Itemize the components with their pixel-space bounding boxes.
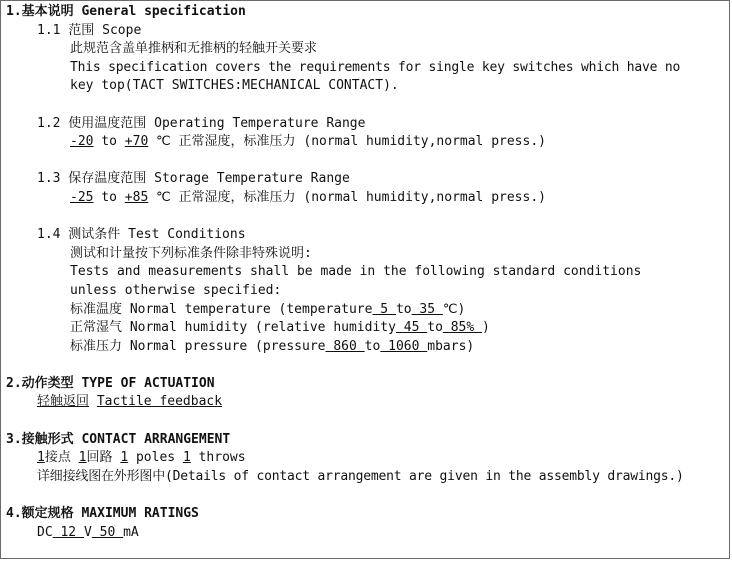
- operating-temp-title: 1.2 使用温度范围 Operating Temperature Range: [37, 115, 366, 131]
- scope-en-1: This specification covers the requirements for single key switches which have no: [70, 59, 681, 75]
- normal-humidity-to: to: [427, 320, 443, 336]
- section-3-heading: 3.接触形式 CONTACT ARRANGEMENT: [6, 431, 231, 447]
- scope-title: 1.1 范围 Scope: [37, 22, 142, 38]
- normal-pressure-unit: mbars): [427, 338, 475, 354]
- circuit-count: 1: [78, 450, 87, 466]
- normal-pressure-max: 1060: [380, 338, 428, 354]
- storage-temp-range: [6, 189, 725, 208]
- storage-temp-min: -25: [70, 189, 94, 205]
- test-conditions-en-2: unless otherwise specified:: [70, 282, 282, 298]
- ratings-current: 50: [91, 524, 124, 540]
- contact-count: 1: [37, 450, 45, 466]
- section-2-heading: 2.动作类型 TYPE OF ACTUATION: [6, 375, 215, 391]
- operating-temp-to: to: [93, 134, 125, 150]
- ratings-voltage: 12: [52, 524, 84, 540]
- actuation-cn: 轻触返回: [37, 394, 90, 410]
- document-body: [6, 3, 725, 542]
- ratings-voltage-unit: V: [83, 524, 92, 540]
- max-ratings: [6, 524, 725, 543]
- normal-temperature-unit: ℃): [442, 301, 466, 317]
- test-conditions-en-1: Tests and measurements shall be made in the following standard conditions: [70, 264, 642, 280]
- actuation-en: Tactile feedback: [96, 394, 223, 410]
- scope-cn: 此规范含盖单推柄和无推柄的轻触开关要求: [70, 41, 318, 57]
- poles-count: 1: [120, 450, 129, 466]
- normal-pressure-label: 标准压力 Normal pressure (pressure: [70, 338, 326, 354]
- operating-temp-max: +70: [124, 134, 149, 150]
- normal-temperature-label: 标准温度 Normal temperature (temperature: [70, 301, 373, 317]
- throws-label: throws: [190, 450, 246, 466]
- ratings-dc: DC: [37, 524, 53, 540]
- test-conditions-cn: 测试和计量按下列标准条件除非特殊说明:: [70, 245, 312, 261]
- normal-pressure-min: 860: [325, 338, 365, 354]
- operating-temp-rest: ℃ 正常湿度，标准压力 (normal humidity,normal press.): [148, 134, 546, 150]
- throws-count: 1: [182, 450, 191, 466]
- test-conditions-title: 1.4 测试条件 Test Conditions: [37, 227, 246, 243]
- normal-humidity-min: 45: [395, 320, 428, 336]
- contact-detail: 详细接线图在外形图中(Details of contact arrangement are given in the assembly drawings.): [37, 468, 684, 484]
- scope-en-2: key top(TACT SWITCHES:MECHANICAL CONTACT).: [70, 78, 399, 94]
- normal-temperature-max: 35: [411, 301, 443, 317]
- normal-pressure-to: to: [364, 338, 381, 354]
- normal-humidity-max: 85%: [442, 320, 483, 336]
- normal-pressure: [6, 338, 725, 357]
- normal-temperature: [6, 301, 725, 320]
- operating-temp-range: [6, 133, 725, 152]
- storage-temp-rest: ℃ 正常湿度，标准压力 (normal humidity,normal press.): [148, 189, 546, 205]
- storage-temp-max: +85: [124, 189, 149, 205]
- contact-label: 接点: [44, 450, 79, 466]
- section-1-heading: 1.基本说明 General specification: [6, 4, 246, 19]
- poles-label: poles: [128, 450, 183, 466]
- section-4-heading: 4.额定规格 MAXIMUM RATINGS: [6, 506, 199, 522]
- normal-humidity-label: 正常湿气 Normal humidity (relative humidity: [70, 320, 396, 336]
- actuation-type: [6, 393, 725, 412]
- contact-arrangement: [6, 449, 725, 468]
- normal-humidity: [6, 319, 725, 338]
- normal-temperature-to: to: [395, 301, 412, 317]
- storage-temp-to: to: [93, 189, 125, 205]
- storage-temp-title: 1.3 保存温度范围 Storage Temperature Range: [37, 171, 350, 187]
- normal-humidity-close: ): [482, 320, 490, 336]
- normal-temperature-min: 5: [372, 301, 396, 317]
- circuit-label: 回路: [86, 450, 121, 466]
- ratings-current-unit: mA: [123, 524, 139, 540]
- operating-temp-min: -20: [70, 134, 94, 150]
